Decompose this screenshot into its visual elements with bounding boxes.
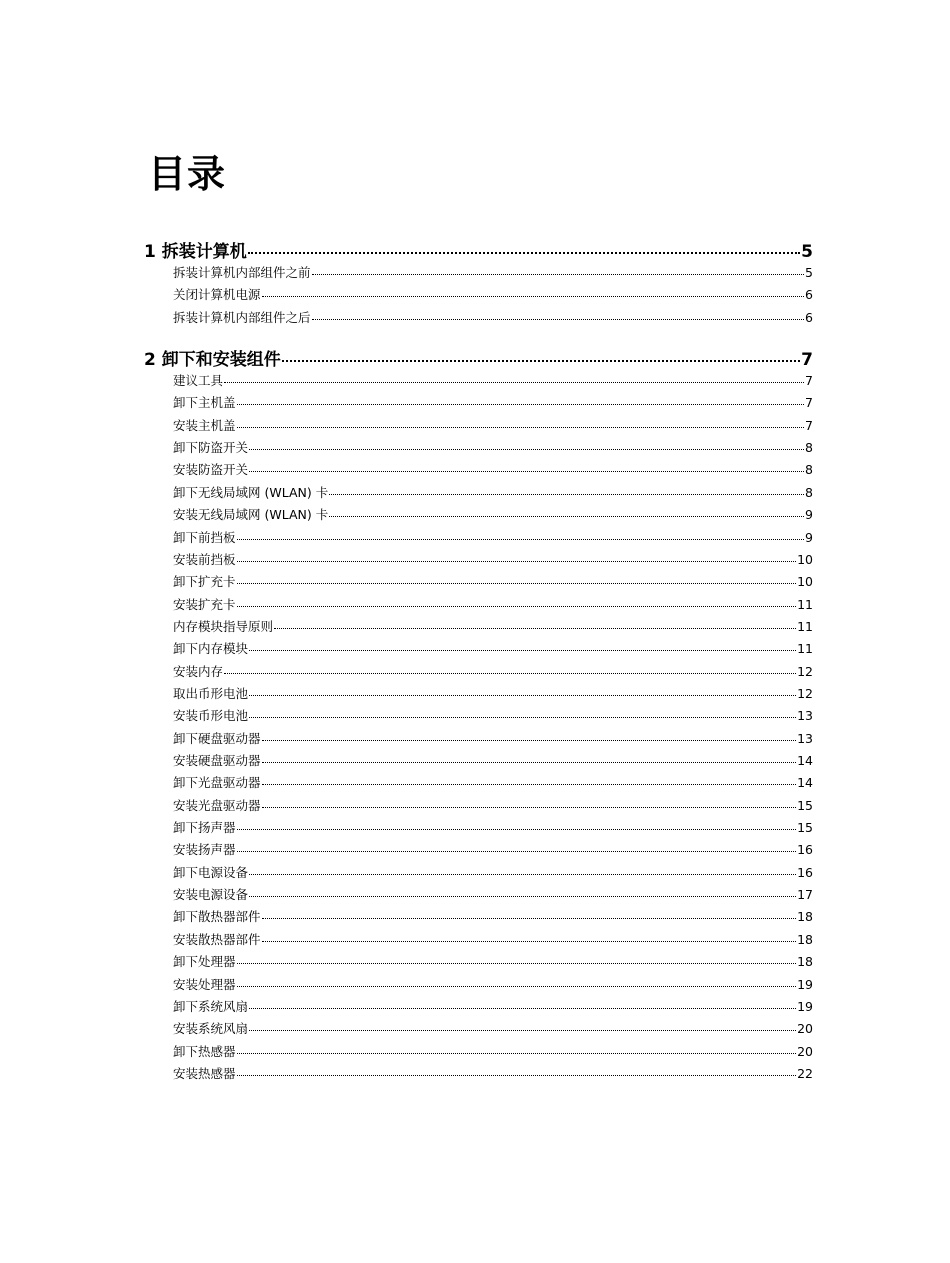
dot-leader	[237, 1065, 797, 1078]
toc-entry[interactable]	[173, 394, 813, 411]
toc-page-number: 8	[805, 440, 813, 456]
toc-entry[interactable]	[173, 774, 813, 791]
toc-entry[interactable]	[173, 484, 813, 501]
toc-chapter[interactable]	[144, 348, 813, 371]
dot-leader	[237, 820, 797, 833]
toc-entry-title: 卸下扬声器	[173, 820, 236, 835]
dot-leader	[312, 265, 805, 278]
toc-entry[interactable]	[173, 976, 813, 993]
toc-entry[interactable]	[173, 618, 813, 635]
toc-entry[interactable]	[173, 573, 813, 590]
toc-page-number: 17	[797, 887, 813, 903]
toc-page-number: 10	[797, 574, 813, 590]
toc-entry[interactable]	[173, 1065, 813, 1082]
toc-page-number: 11	[797, 618, 813, 634]
toc-page-number: 13	[797, 708, 813, 724]
toc-entry-title: 安装系统风扇	[173, 1021, 249, 1037]
dot-leader	[224, 663, 796, 676]
toc-page-number: 10	[797, 551, 813, 567]
toc-entry[interactable]	[173, 1020, 813, 1037]
toc-entry-title: 取出币形电池	[173, 685, 249, 701]
toc-entry-title: 拆装计算机内部组件之前	[173, 265, 311, 280]
toc-page-number: 15	[797, 820, 813, 835]
toc-entry[interactable]	[173, 1043, 813, 1060]
toc-page-number: 14	[797, 753, 813, 768]
toc-entry-title: 卸下防盗开关	[173, 440, 249, 456]
toc-page-number: 16	[797, 864, 813, 880]
toc-page-number: 6	[805, 309, 813, 325]
toc-page-number: 9	[805, 507, 813, 523]
dot-leader	[312, 309, 805, 322]
toc-entry[interactable]	[173, 819, 813, 836]
toc-entry-title: 卸下光盘驱动器	[173, 775, 261, 791]
dot-leader	[249, 685, 796, 698]
dot-leader	[237, 529, 805, 542]
toc-entry-title: 卸下内存模块	[173, 641, 249, 657]
toc-page-number: 19	[797, 998, 813, 1014]
toc-entry-title: 安装电源设备	[173, 887, 249, 903]
toc-page-number: 11	[797, 596, 813, 612]
toc-entry-title: 安装扩充卡	[173, 596, 236, 612]
toc-entry-title: 卸下处理器	[173, 954, 236, 970]
toc-page-number: 18	[797, 954, 813, 970]
toc-entry-title: 卸下硬盘驱动器	[173, 730, 261, 746]
toc-entry[interactable]	[173, 730, 813, 747]
toc-entry[interactable]	[173, 640, 813, 657]
dot-leader	[249, 864, 796, 877]
dot-leader	[237, 551, 797, 564]
dot-leader	[249, 440, 804, 453]
toc-page-number: 7	[801, 350, 813, 370]
toc-entry-title: 关闭计算机电源	[173, 287, 261, 303]
toc-page-number: 18	[797, 931, 813, 947]
toc-entry-title: 安装无线局域网 (WLAN) 卡	[173, 507, 329, 523]
toc-entry[interactable]	[173, 417, 813, 434]
toc-entry-title: 安装前挡板	[173, 551, 236, 567]
dot-leader	[237, 596, 797, 609]
toc-entry[interactable]	[173, 529, 813, 546]
toc-entry[interactable]	[173, 264, 813, 281]
toc-entry-title: 卸下扩充卡	[173, 574, 236, 590]
toc-entry[interactable]	[173, 372, 813, 389]
dot-leader	[237, 976, 797, 989]
toc-entry-title: 卸下散热器部件	[173, 909, 261, 925]
toc-page-number: 14	[797, 775, 813, 791]
toc-entry[interactable]	[173, 841, 813, 858]
toc-chapter-title: 1 拆装计算机	[144, 242, 247, 262]
toc-page-number: 20	[797, 1043, 813, 1059]
dot-leader	[249, 641, 796, 654]
toc-entry-title: 安装防盗开关	[173, 462, 249, 478]
dot-leader	[237, 417, 805, 430]
dot-leader	[237, 1043, 797, 1056]
toc-entry-title: 卸下系统风扇	[173, 998, 249, 1014]
dot-leader	[329, 484, 804, 497]
dot-leader	[249, 1021, 796, 1034]
toc-page-number: 12	[797, 685, 813, 701]
toc-chapter-title: 2 卸下和安装组件	[144, 350, 281, 370]
toc-entry-title: 安装热感器	[173, 1065, 236, 1081]
dot-leader	[262, 775, 797, 788]
toc-entry-title: 安装光盘驱动器	[173, 797, 261, 813]
toc-entry[interactable]	[173, 797, 813, 814]
dot-leader	[262, 753, 797, 766]
toc-entry[interactable]	[173, 663, 813, 680]
toc-page-number: 5	[805, 265, 813, 280]
toc-entry-title: 建议工具	[173, 373, 224, 388]
toc-entry[interactable]	[173, 707, 813, 724]
toc-page-number: 5	[801, 242, 813, 262]
toc-entry[interactable]	[173, 953, 813, 970]
dot-leader	[237, 842, 797, 855]
toc-entry[interactable]	[173, 551, 813, 568]
toc-entry-title: 卸下无线局域网 (WLAN) 卡	[173, 484, 329, 500]
toc-entry[interactable]	[173, 439, 813, 456]
toc-entry[interactable]	[173, 864, 813, 881]
toc-chapter[interactable]	[144, 240, 813, 263]
toc-page-number: 7	[805, 373, 813, 388]
dot-leader	[282, 348, 800, 365]
dot-leader	[249, 462, 804, 475]
toc-entry[interactable]	[173, 506, 813, 523]
toc-entry-title: 安装扬声器	[173, 842, 236, 858]
toc-entry[interactable]	[173, 309, 813, 326]
toc-entry-title: 卸下前挡板	[173, 529, 236, 545]
toc-page-number: 6	[805, 287, 813, 303]
toc-entry[interactable]	[173, 908, 813, 925]
toc-page-number: 8	[805, 484, 813, 500]
toc-page-number: 15	[797, 797, 813, 813]
dot-leader	[237, 395, 805, 408]
dot-leader	[249, 998, 796, 1011]
dot-leader	[329, 507, 804, 520]
toc-page-number: 19	[797, 976, 813, 992]
toc-entry[interactable]	[173, 596, 813, 613]
toc-page-number: 16	[797, 842, 813, 858]
toc-entry-title: 安装散热器部件	[173, 931, 261, 947]
dot-leader	[274, 618, 796, 631]
toc-page-number: 20	[797, 1021, 813, 1037]
toc-page-number: 18	[797, 909, 813, 925]
toc-page-number: 7	[805, 417, 813, 433]
toc-entry-title: 安装币形电池	[173, 708, 249, 724]
toc-entry-title: 内存模块指导原则	[173, 618, 274, 634]
dot-leader	[237, 954, 797, 967]
toc-entry[interactable]	[173, 286, 813, 303]
toc-entry-title: 卸下主机盖	[173, 395, 236, 411]
toc-page-number: 11	[797, 641, 813, 657]
toc-entry-title: 安装主机盖	[173, 417, 236, 433]
dot-leader	[249, 708, 796, 721]
toc-entry[interactable]	[173, 931, 813, 948]
toc-entry-title: 安装内存	[173, 663, 224, 679]
dot-leader	[262, 909, 797, 922]
toc-page-number: 12	[797, 663, 813, 679]
dot-leader	[262, 931, 797, 944]
dot-leader	[248, 240, 800, 257]
toc-entry-title: 拆装计算机内部组件之后	[173, 309, 311, 325]
dot-leader	[249, 887, 796, 900]
dot-leader	[262, 287, 805, 300]
toc-page-number: 9	[805, 529, 813, 545]
dot-leader	[237, 574, 797, 587]
toc-entry[interactable]	[173, 685, 813, 702]
toc-entry-title: 卸下电源设备	[173, 864, 249, 880]
toc-entry-title: 安装处理器	[173, 976, 236, 992]
toc-entry[interactable]	[173, 461, 813, 478]
toc-entry[interactable]	[173, 752, 813, 769]
toc-entry[interactable]	[173, 886, 813, 903]
toc-page-number: 22	[797, 1065, 813, 1081]
toc-page-number: 8	[805, 462, 813, 478]
dot-leader	[262, 730, 797, 743]
toc-entry-title: 安装硬盘驱动器	[173, 753, 261, 768]
toc-entry[interactable]	[173, 998, 813, 1015]
toc-entry-title: 卸下热感器	[173, 1043, 236, 1059]
page-title: 目录	[148, 152, 227, 196]
toc-page-number: 7	[805, 395, 813, 411]
toc-page-number: 13	[797, 730, 813, 746]
dot-leader	[262, 797, 797, 810]
dot-leader	[224, 373, 804, 386]
